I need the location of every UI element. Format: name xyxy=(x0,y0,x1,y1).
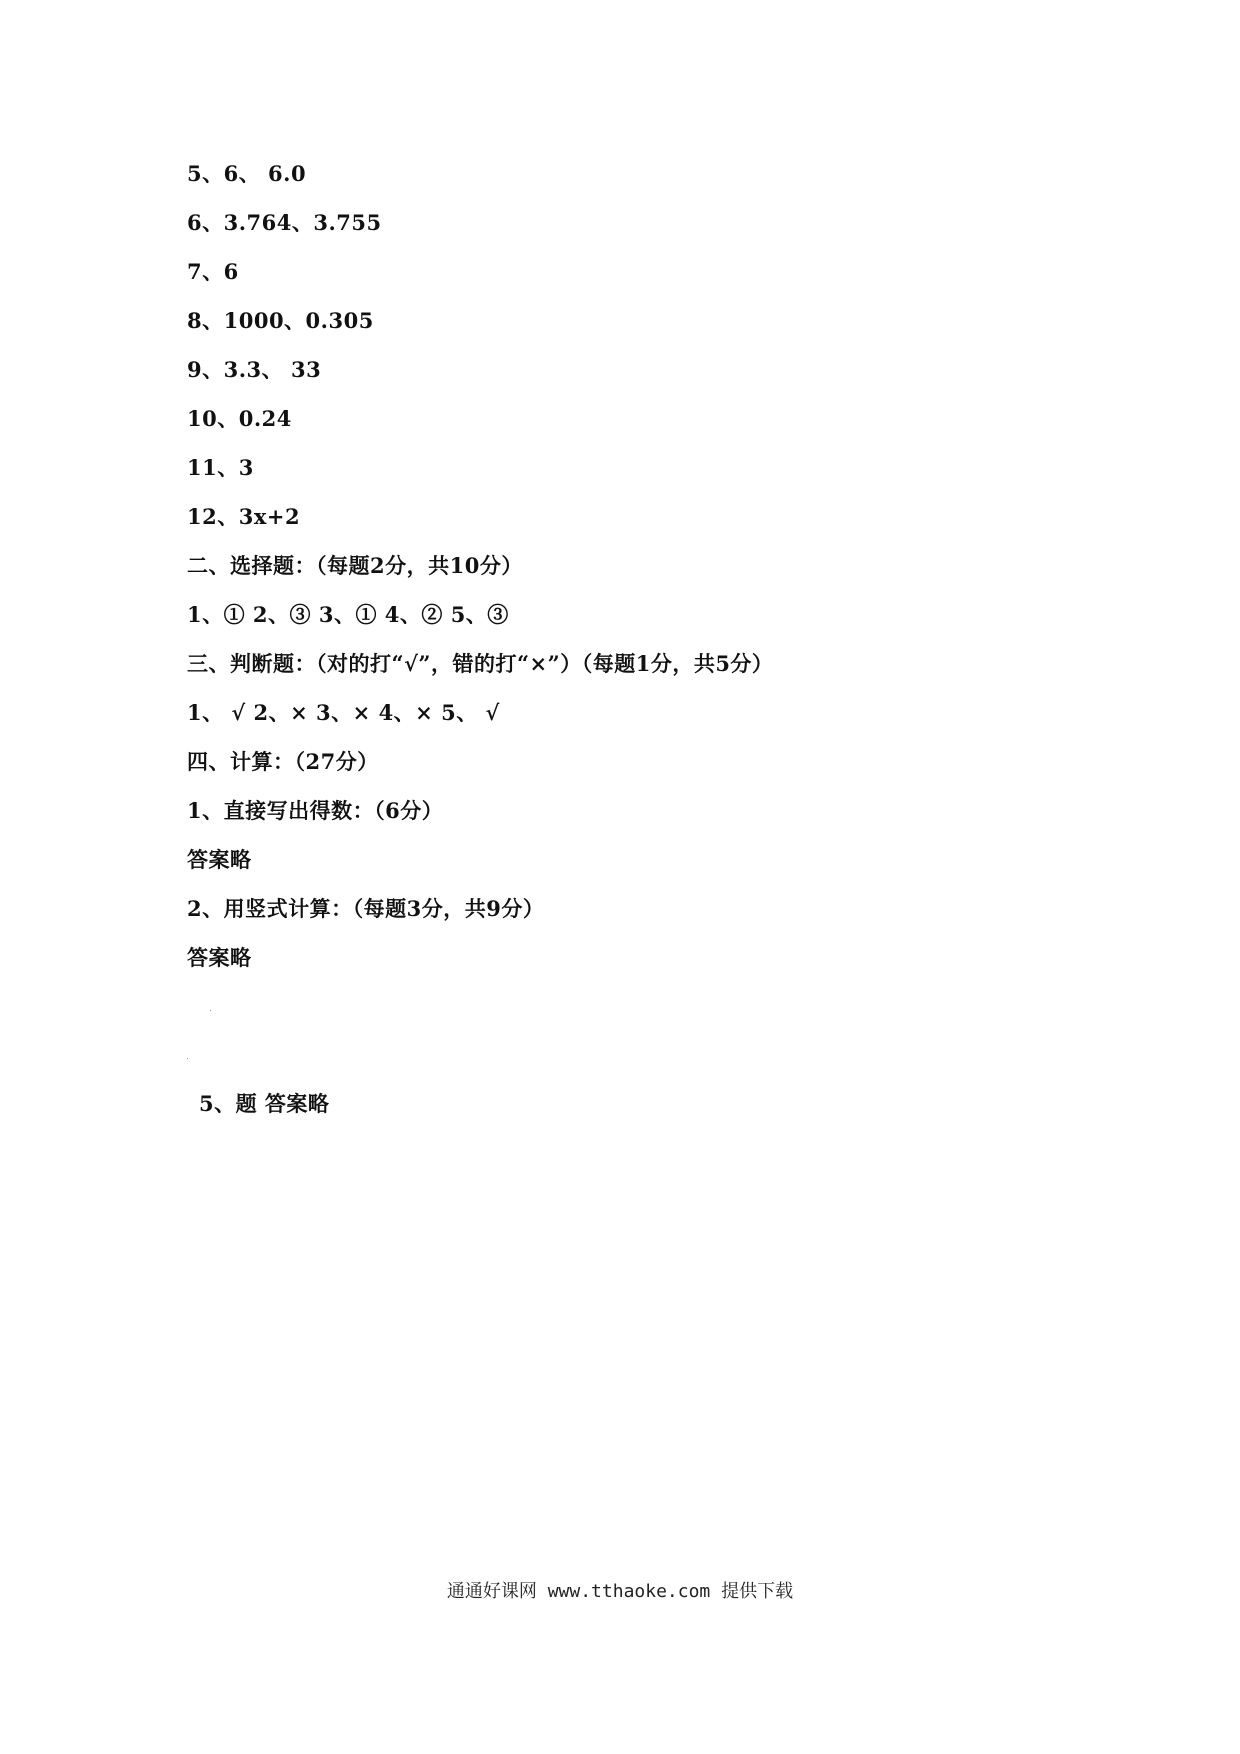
answer-line-7: 7、6 xyxy=(187,259,239,284)
footer-credit: 通通好课网 www.tthaoke.com 提供下载 xyxy=(446,1581,794,1602)
section-heading-calculation: 四、计算：（27分） xyxy=(187,749,379,774)
scan-speck xyxy=(187,1058,188,1059)
subheading-direct-results: 1、直接写出得数：（6分） xyxy=(187,798,444,823)
answer-omitted-2: 答案略 xyxy=(187,945,252,970)
subheading-vertical-calculation: 2、用竖式计算：（每题3分，共9分） xyxy=(187,896,545,921)
answer-line-12: 12、3x+2 xyxy=(187,504,301,529)
answer-line-8: 8、1000、0.305 xyxy=(187,308,374,333)
answer-line-9: 9、3.3、 33 xyxy=(187,357,322,382)
answer-omitted-1: 答案略 xyxy=(187,847,252,872)
answer-line-problem-5: 5、题 答案略 xyxy=(199,1091,330,1116)
answer-line-5: 5、6、 6.0 xyxy=(187,161,307,186)
section-heading-choice: 二、选择题：（每题2分，共10分） xyxy=(187,553,523,578)
answer-line-11: 11、3 xyxy=(187,455,254,480)
scan-speck xyxy=(210,1010,211,1011)
answer-line-6: 6、3.764、3.755 xyxy=(187,210,382,235)
judgement-answers: 1、 √ 2、× 3、× 4、× 5、 √ xyxy=(187,700,500,725)
choice-answers: 1、① 2、③ 3、① 4、② 5、③ xyxy=(187,602,509,627)
answer-line-10: 10、0.24 xyxy=(187,406,292,431)
section-heading-judgement: 三、判断题：（对的打“√”，错的打“×”）（每题1分，共5分） xyxy=(187,651,774,676)
